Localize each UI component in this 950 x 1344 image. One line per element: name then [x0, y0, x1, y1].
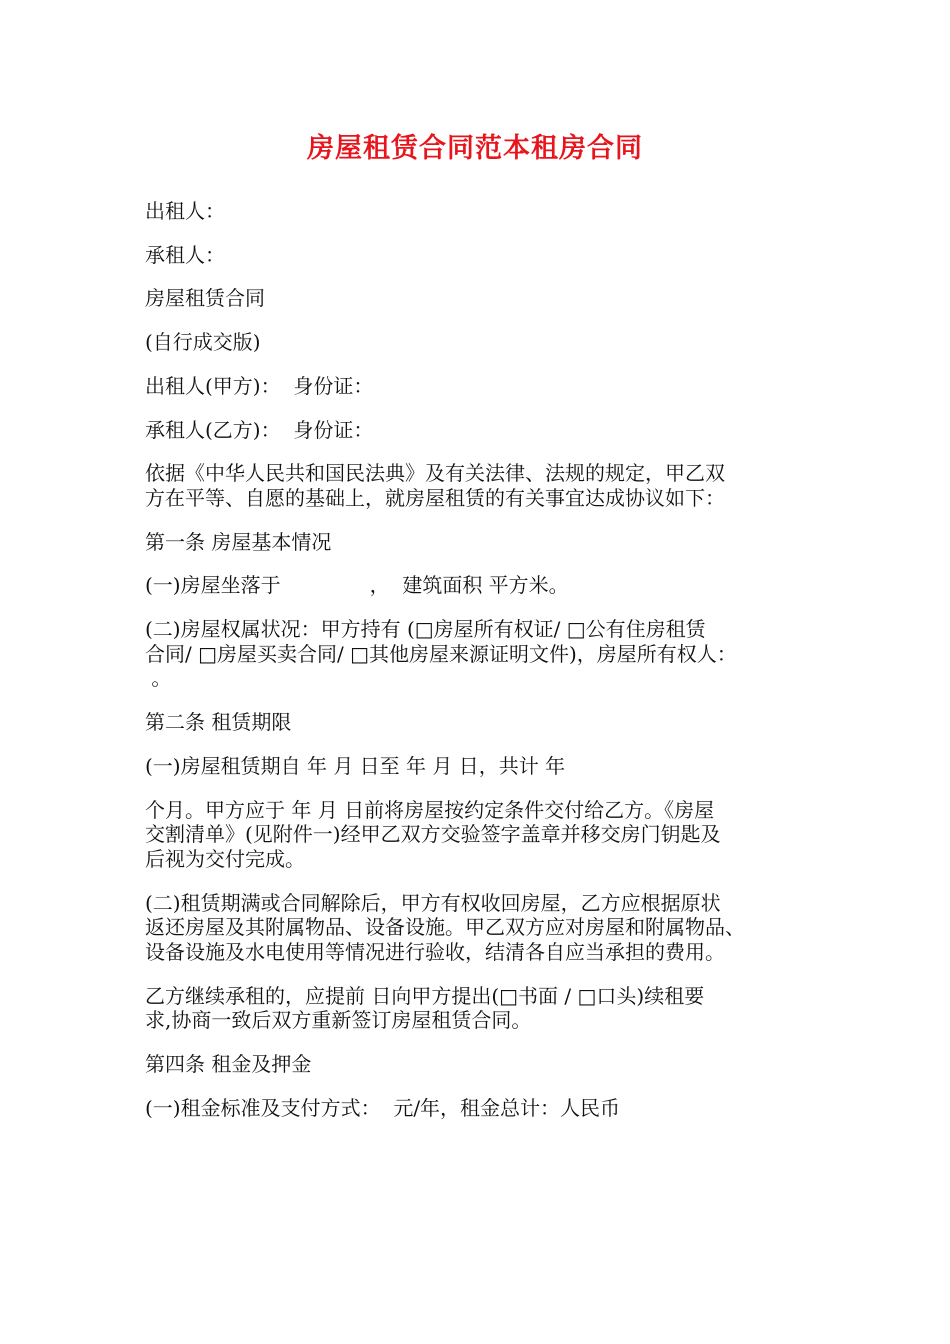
paragraph-version: (自行成交版)	[145, 330, 261, 355]
paragraph-location: (一)房屋坐落于 ， 建筑面积 平方米。	[145, 573, 569, 598]
paragraph-lessor: 出租人：	[145, 199, 225, 223]
paragraph-lessee: 承租人：	[145, 242, 225, 267]
paragraph-ownership: (二)房屋权属状况：甲方持有 (□房屋所有权证/ □公有住房租赁 合同/ □房屋买卖合同/ □其他房屋来源证明文件)，房屋所有权人： 。	[145, 617, 737, 691]
article-1-heading: 第一条 房屋基本情况	[145, 529, 332, 554]
document-title: 房屋租赁合同范本租房合同	[307, 133, 643, 164]
paragraph-rent-standard: (一)租金标准及支付方式： 元/年，租金总计：人民币	[145, 1095, 621, 1120]
paragraph-term: (一)房屋租赁期自 年 月 日至 年 月 日，共计 年	[145, 753, 566, 778]
paragraph-return: (二)租赁期满或合同解除后，甲方有权收回房屋，乙方应根据原状 返还房屋及其附属物品、设备设施。甲乙双方应对房屋和附属物品、 设备设施及水电使用等情况进行验收，结清各自应当承担的费用。	[145, 890, 745, 965]
document-body	[145, 199, 825, 1140]
paragraph-party-a: 出租人(甲方)： 身份证：	[145, 373, 374, 398]
article-2-heading: 第二条 租赁期限	[145, 710, 292, 735]
article-4-heading: 第四条 租金及押金	[145, 1052, 312, 1077]
paragraph-renewal: 乙方继续承租的，应提前 日向甲方提出(□书面 / □口头)续租要 求,协商一致后双方重新签订房屋租赁合同。	[145, 983, 705, 1033]
paragraph-party-b: 承租人(乙方)： 身份证：	[145, 417, 374, 442]
paragraph-delivery: 个月。甲方应于 年 月 日前将房屋按约定条件交付给乙方。《房屋 交割清单》(见附件一)经甲乙双方交验签字盖章并移交房门钥匙及 后视为交付完成。	[145, 797, 721, 871]
paragraph-contract-name: 房屋租赁合同	[145, 286, 265, 311]
paragraph-preamble: 依据《中华人民共和国民法典》及有关法律、法规的规定，甲乙双 方在平等、自愿的基础上，就房屋租赁的有关事宜达成协议如下：	[145, 461, 725, 510]
